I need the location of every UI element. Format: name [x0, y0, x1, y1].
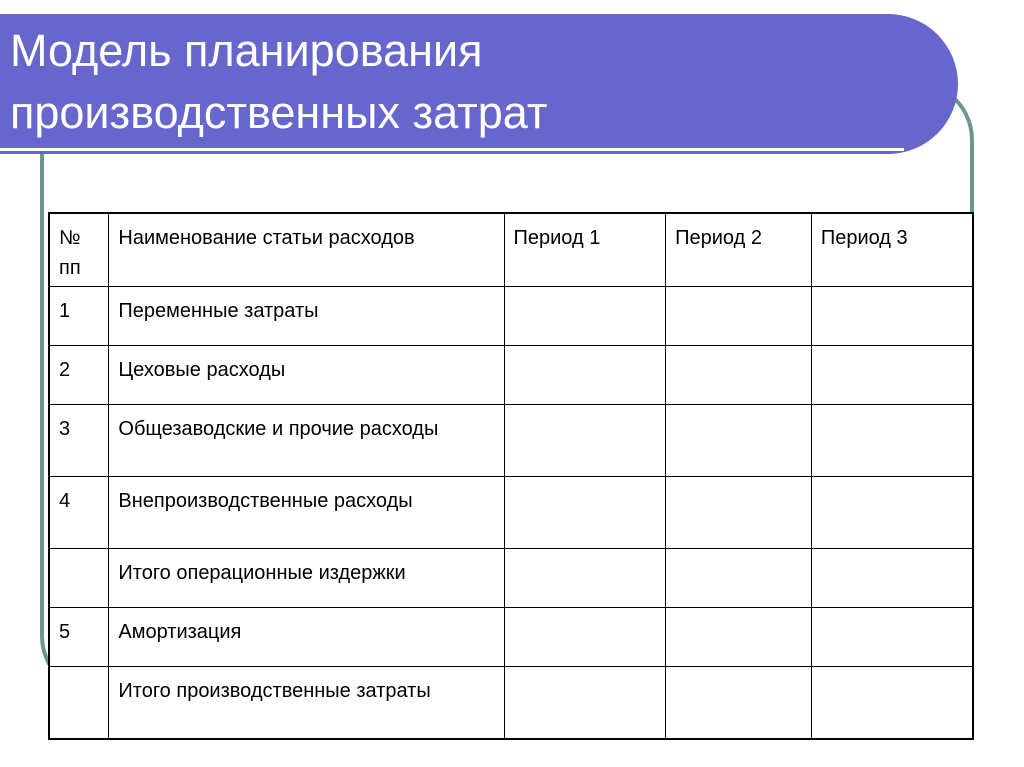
row-name: Внепроизводственные расходы	[109, 476, 504, 548]
row-number: 1	[49, 286, 109, 345]
title-band	[0, 14, 958, 154]
row-period-1	[504, 666, 666, 739]
row-name: Общезаводские и прочие расходы	[109, 404, 504, 476]
row-period-1	[504, 607, 666, 666]
row-name: Цеховые расходы	[109, 345, 504, 404]
row-number	[49, 548, 109, 607]
table-header-row	[49, 213, 973, 286]
row-period-2	[666, 286, 812, 345]
title-underline	[0, 148, 904, 151]
row-period-3	[811, 607, 973, 666]
row-name: Переменные затраты	[109, 286, 504, 345]
table-row	[49, 476, 973, 548]
table-row	[49, 345, 973, 404]
table-row	[49, 666, 973, 739]
cost-table	[48, 212, 974, 740]
row-period-2	[666, 666, 812, 739]
row-period-2	[666, 476, 812, 548]
title-line-2: производственных затрат	[10, 87, 548, 138]
row-period-1	[504, 548, 666, 607]
row-period-2	[666, 345, 812, 404]
row-period-2	[666, 607, 812, 666]
table-row	[49, 548, 973, 607]
row-period-1	[504, 345, 666, 404]
table-row	[49, 404, 973, 476]
row-period-2	[666, 404, 812, 476]
row-period-3	[811, 666, 973, 739]
row-name: Амортизация	[109, 607, 504, 666]
title-line-1: Модель планирования	[10, 25, 483, 76]
slide-title	[10, 20, 547, 144]
row-period-3	[811, 345, 973, 404]
row-period-1	[504, 404, 666, 476]
row-period-2	[666, 548, 812, 607]
row-period-3	[811, 476, 973, 548]
row-period-1	[504, 476, 666, 548]
row-number: 3	[49, 404, 109, 476]
row-number: 2	[49, 345, 109, 404]
table-row	[49, 607, 973, 666]
row-period-1	[504, 286, 666, 345]
header-cell-number: № пп	[49, 213, 109, 286]
header-cell-name: Наименование статьи расходов	[109, 213, 504, 286]
row-name: Итого операционные издержки	[109, 548, 504, 607]
row-period-3	[811, 404, 973, 476]
row-period-3	[811, 286, 973, 345]
header-cell-period-1: Период 1	[504, 213, 666, 286]
header-cell-period-3: Период 3	[811, 213, 973, 286]
row-name: Итого производственные затраты	[109, 666, 504, 739]
header-cell-period-2: Период 2	[666, 213, 812, 286]
row-number	[49, 666, 109, 739]
row-number: 4	[49, 476, 109, 548]
row-number: 5	[49, 607, 109, 666]
table-row	[49, 286, 973, 345]
row-period-3	[811, 548, 973, 607]
